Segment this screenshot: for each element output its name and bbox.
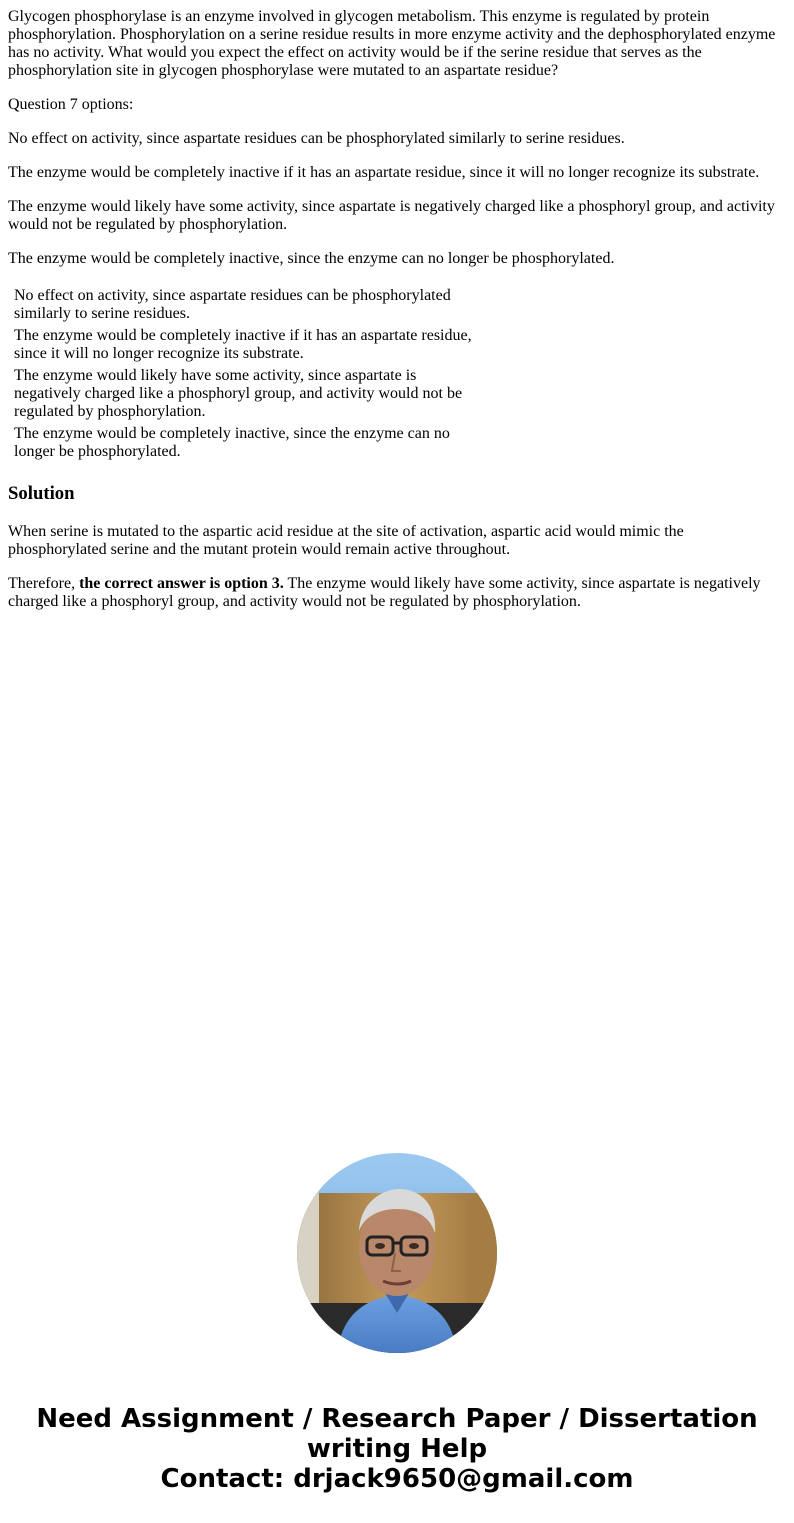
person-portrait-icon — [297, 1153, 497, 1353]
footer-contact: Contact: drjack9650@gmail.com — [160, 1464, 634, 1494]
footer-line-2: writing Help — [306, 1434, 488, 1464]
option-cell-2: The enzyme would be completely inactive if it has an aspartate residue, since it will no longer recognize its substrate. — [14, 327, 472, 362]
options-label: Question 7 options: — [8, 96, 134, 113]
option-cell-4: The enzyme would be completely inactive, since the enzyme can no longer be phosphorylated. — [14, 425, 450, 460]
table-row — [13, 326, 481, 364]
option-text-3: The enzyme would likely have some activity, since aspartate is negatively charged like a phosphoryl group, and activity would not be regulated by phosphorylation. — [8, 198, 775, 233]
option-text-1: No effect on activity, since aspartate residues can be phosphorylated similarly to serine residues. — [8, 130, 625, 147]
table-row — [13, 286, 481, 324]
question-text: Glycogen phosphorylase is an enzyme involved in glycogen metabolism. This enzyme is regulated by protein phosphorylation. Phosphorylation on a serine residue results in more enzyme activity and the dephosphorylated enzyme has no activity. What would you expect the effect on activity would be if the serine residue that serves as the phosphorylation site in glycogen phosphorylase were mutated to an aspartate residue? — [8, 8, 776, 79]
option-text-2: The enzyme would be completely inactive if it has an aspartate residue, since it will no longer recognize its substrate. — [8, 164, 760, 181]
footer-line-1: Need Assignment / Research Paper / Dissertation — [36, 1404, 758, 1434]
solution-explanation: When serine is mutated to the aspartic acid residue at the site of activation, aspartic acid would mimic the phosphorylated serine and the mutant protein would remain active throughout. — [8, 523, 684, 558]
answer-rest: The enzyme would likely have some activity, since aspartate is negatively charged like a phosphoryl group, and activity would not be regulated by phosphorylation. — [8, 575, 761, 610]
author-avatar — [297, 1153, 497, 1353]
options-table — [11, 284, 483, 464]
promo-footer — [0, 1404, 794, 1494]
solution-answer — [8, 575, 786, 611]
table-row — [13, 424, 481, 462]
table-row — [13, 366, 481, 422]
option-cell-1: No effect on activity, since aspartate residues can be phosphorylated similarly to serine residues. — [14, 287, 451, 322]
solution-heading: Solution — [8, 483, 75, 504]
answer-prefix: Therefore, — [8, 575, 80, 592]
option-cell-3: The enzyme would likely have some activity, since aspartate is negatively charged like a phosphoryl group, and activity would not be regulated by phosphorylation. — [14, 367, 463, 420]
answer-bold: the correct answer is option 3. — [79, 575, 284, 592]
document-body — [8, 8, 786, 627]
option-text-4: The enzyme would be completely inactive, since the enzyme can no longer be phosphorylated. — [8, 250, 615, 267]
